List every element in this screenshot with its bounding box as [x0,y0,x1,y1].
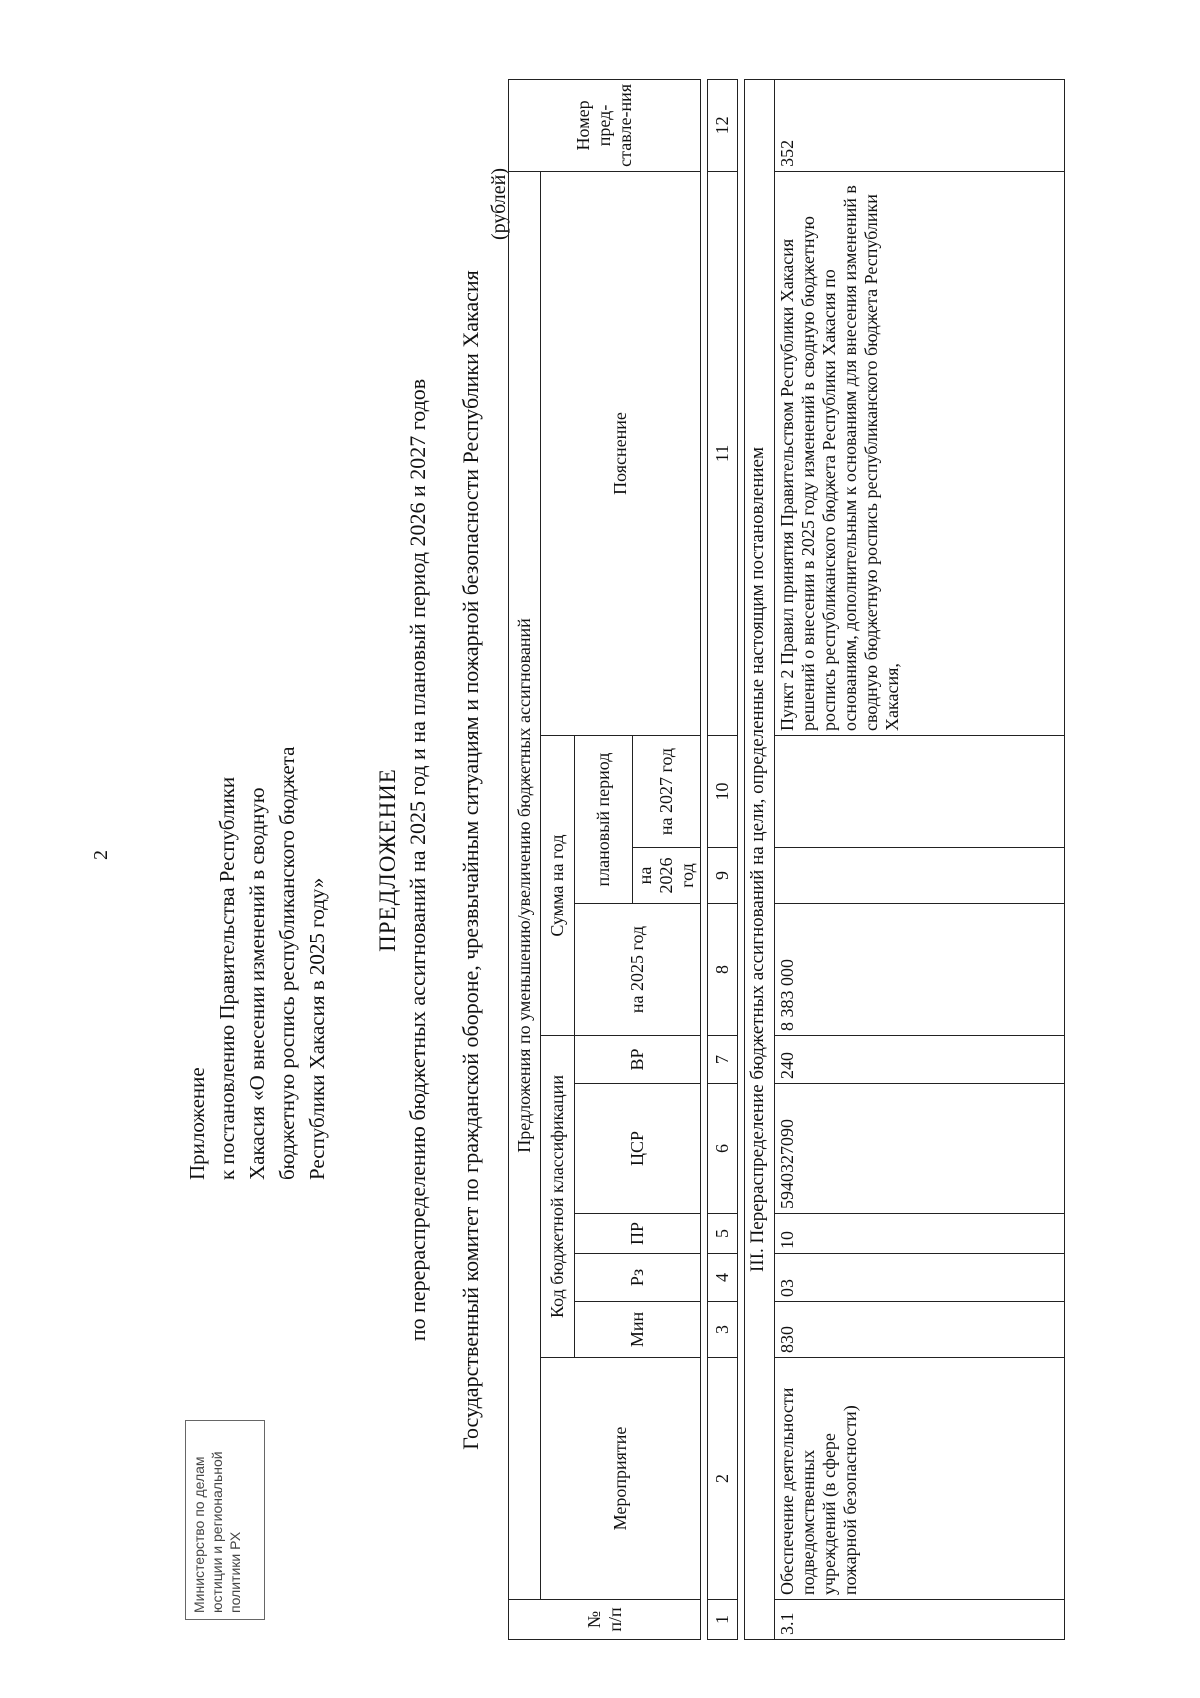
document-title [375,60,431,1660]
page-number: 2 [90,850,112,860]
col-number: 11 [708,171,738,735]
col-number: 8 [708,904,738,1036]
header-min: Мин [575,1302,701,1358]
section-title: III. Перераспределение бюджетных ассигнований на цели, определенные настоящим постановлением [745,79,775,1639]
col-number: 6 [708,1084,738,1214]
row-rz: 03 [775,1254,1065,1302]
appendix-line: Приложение [185,1067,209,1180]
row-sum-2025: 8 383 000 [775,904,1065,1036]
header-pr: ПР [575,1214,701,1254]
header-2027: на 2027 год [633,736,701,848]
header-num: № п/п [509,1600,701,1640]
title-heading: ПРЕДЛОЖЕНИЕ [375,768,400,952]
row-event: Обеспечение деятельности подведомственных учреждений (в сфере пожарной безопасности) [775,1358,1065,1600]
row-vr: 240 [775,1036,1065,1084]
row-num: 3.1 [775,1600,1065,1640]
appendix-line: Хакасия «О внесении изменений в сводную [245,787,269,1180]
col-number: 7 [708,1036,738,1084]
stamp-line-3: политики РХ [227,1531,243,1613]
col-number: 2 [708,1358,738,1600]
header-event: Мероприятие [541,1358,701,1600]
stamp-line-2: юстиции и региональной [209,1451,225,1613]
title-subheading: по перераспределению бюджетных ассигнований на 2025 год и на плановый период 2026 и 2027 годов [405,378,430,1342]
document-page [40,60,1120,1660]
appendix-line: к постановлению Правительства Республики [215,776,239,1180]
stamp-line-1: Министерство по делам [191,1456,207,1613]
header-number: Номер пред-ставле-ния [509,79,701,171]
header-rz: Рз [575,1254,701,1302]
appendix-line: Республики Хакасия в 2025 году» [305,877,329,1180]
row-csr: 5940327090 [775,1084,1065,1214]
committee-name: Государственный комитет по гражданской обороне, чрезвычайным ситуациям и пожарной безопасности Республики Хакасия [458,270,483,1450]
col-number: 4 [708,1254,738,1302]
header-sum: Сумма на год [541,736,575,1036]
row-number: 352 [775,79,1065,171]
column-number-row [708,79,738,1639]
ministry-stamp [185,1420,265,1620]
row-explanation: Пункт 2 Правил принятия Правительством Республики Хакасия решений о внесении в 2025 году изменений в сводную бюджетную роспись республиканского бюджета Республики Хакасия по основаниям, дополнительным к основаниям для внесения изменений в сводную бюджетную роспись республиканского бюджета Республики Хакасия, [775,171,1065,735]
row-sum-2026 [775,848,1065,904]
col-number: 5 [708,1214,738,1254]
header-planned: плановый период [575,736,633,904]
header-proposals: Предложения по уменьшению/увеличению бюджетных ассигнований [509,171,541,1599]
appendix-line: бюджетную роспись республиканского бюджета [275,746,299,1180]
table-gap [701,79,708,1639]
col-number: 3 [708,1302,738,1358]
header-vr: ВР [575,1036,701,1084]
units-label: (рублей) [488,167,510,240]
col-number: 10 [708,736,738,848]
header-code: Код бюджетной классификации [541,1036,575,1358]
header-2025: на 2025 год [575,904,701,1036]
table-gap [738,79,745,1639]
row-min: 830 [775,1302,1065,1358]
col-number: 12 [708,79,738,171]
col-number: 9 [708,848,738,904]
table-row [775,79,1065,1639]
appendix-block [182,540,332,1180]
row-pr: 10 [775,1214,1065,1254]
row-sum-2027 [775,736,1065,848]
proposal-table [508,79,1065,1640]
header-csr: ЦСР [575,1084,701,1214]
header-2026: на 2026 год [633,848,701,904]
col-number: 1 [708,1600,738,1640]
header-explanation: Пояснение [541,171,701,735]
